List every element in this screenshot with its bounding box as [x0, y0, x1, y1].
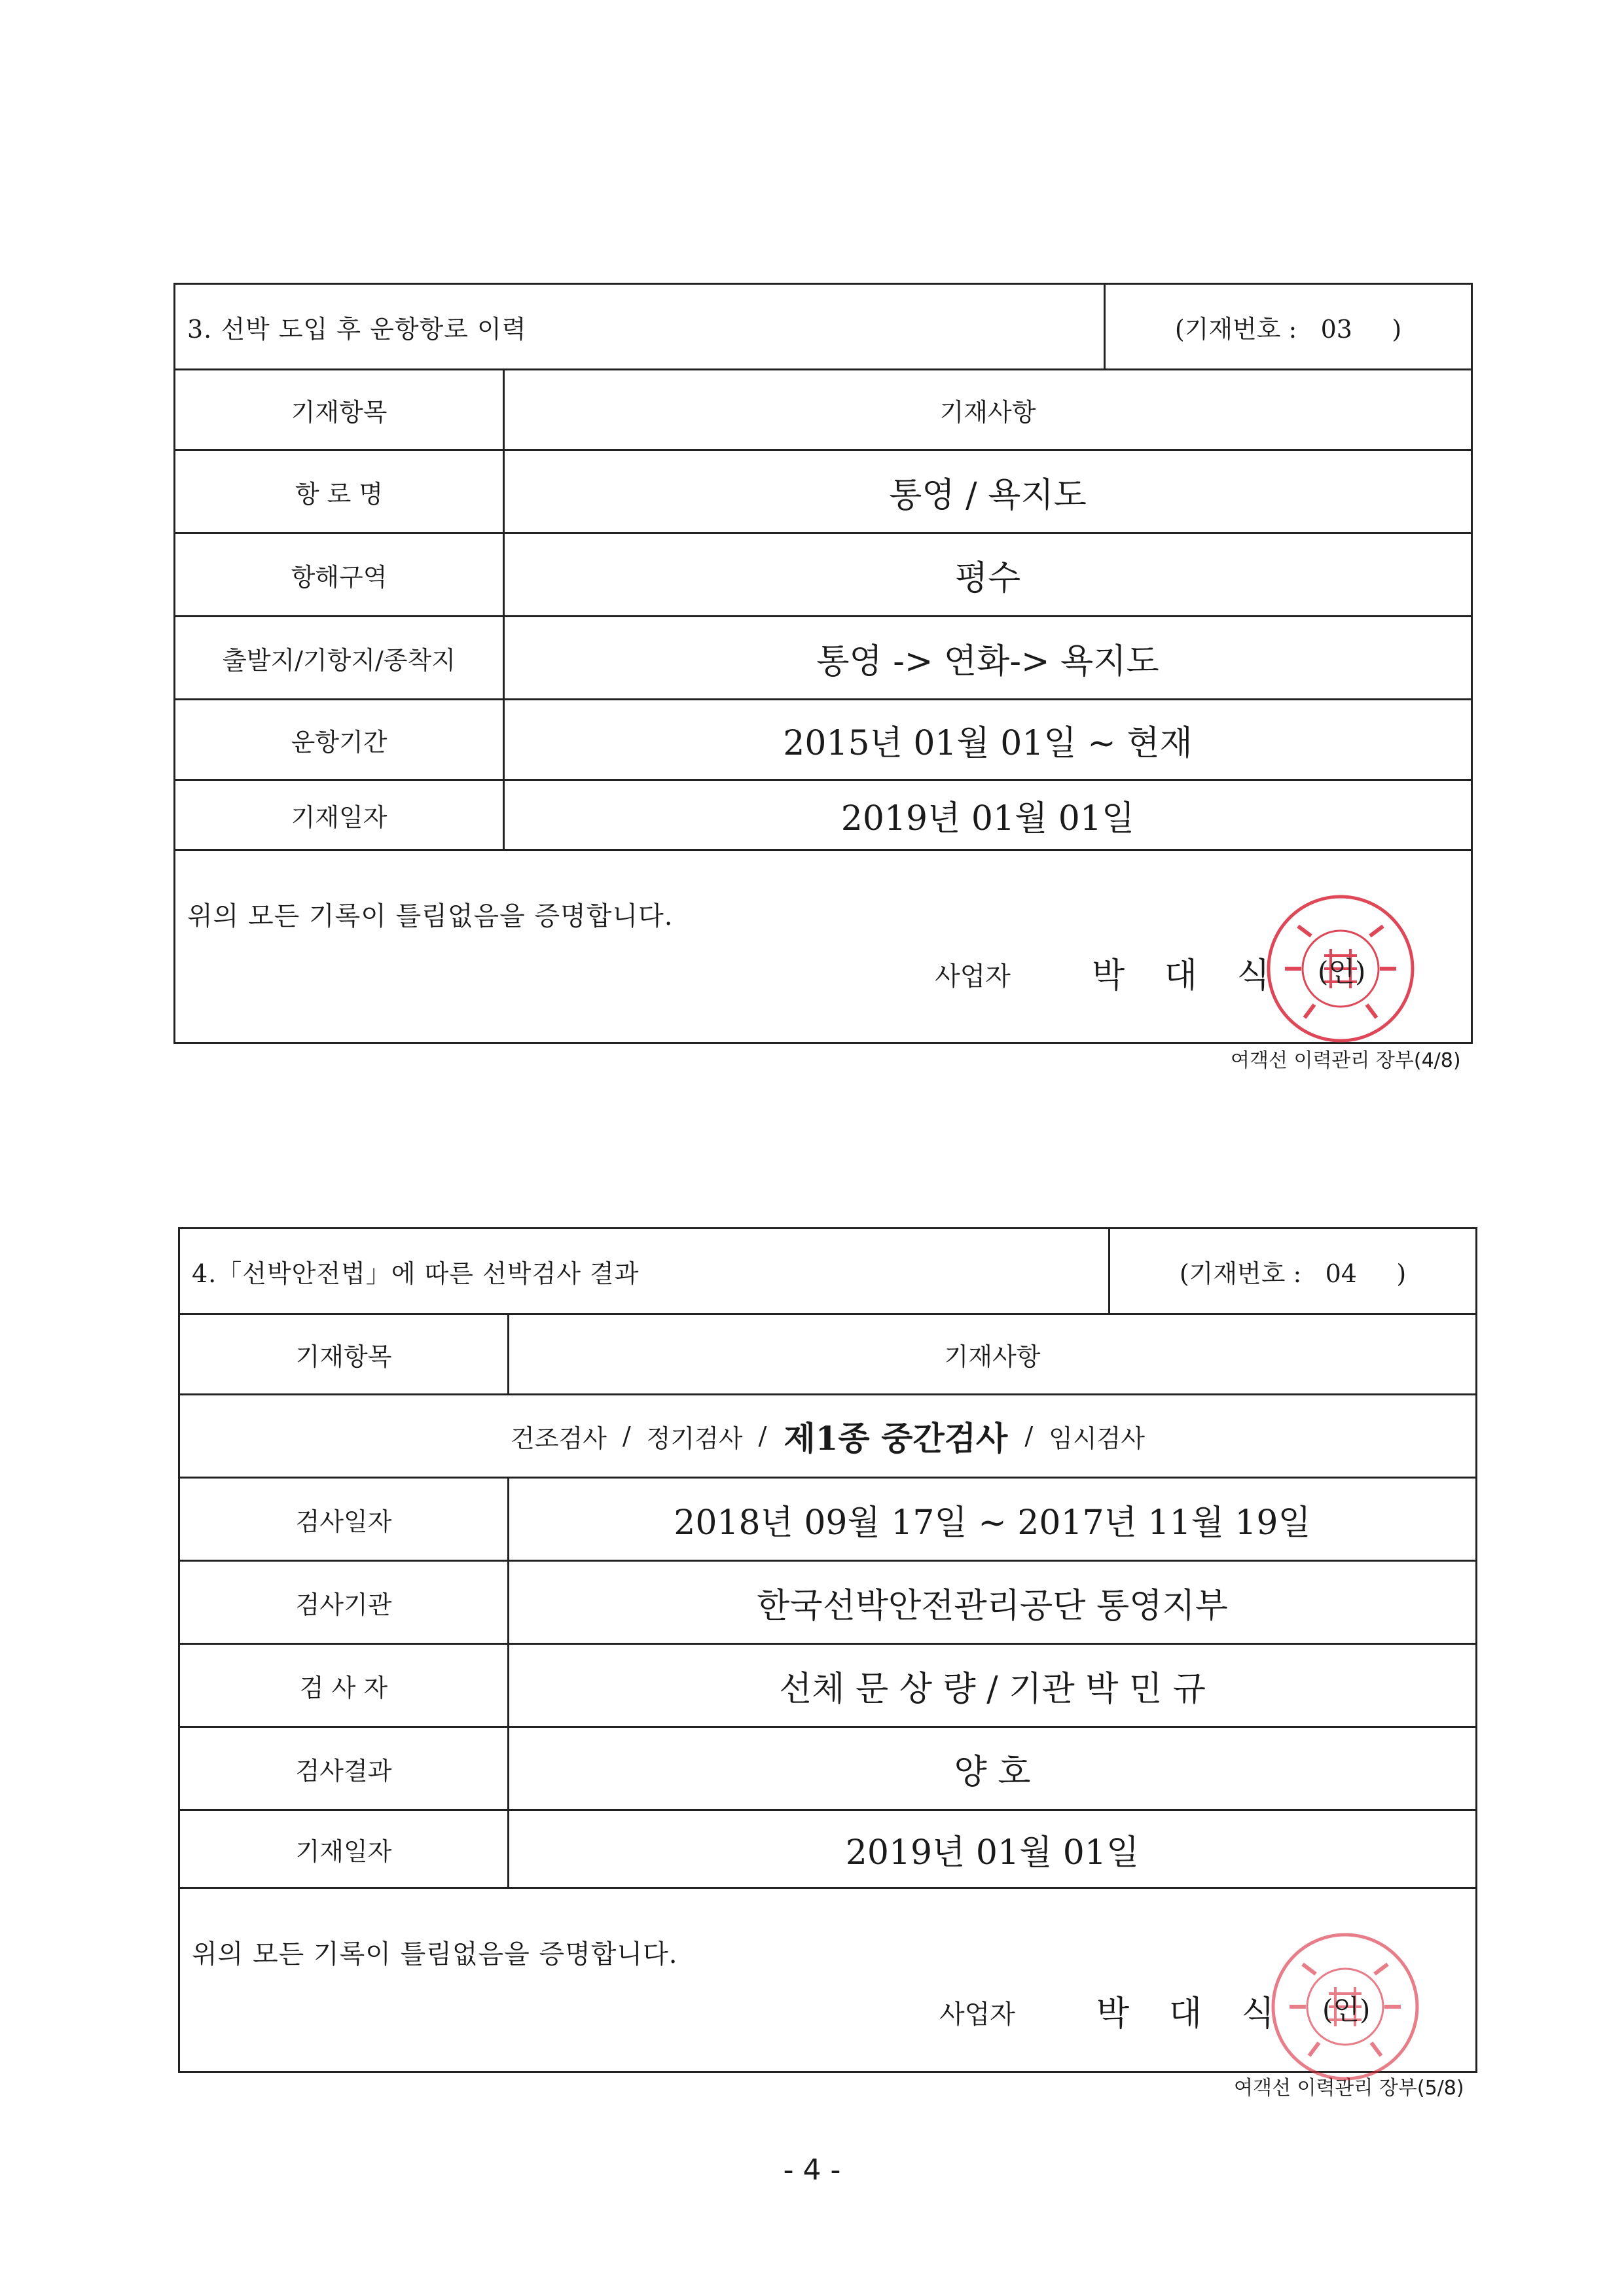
- row-value: 선체 문 상 량 / 기관 박 민 규: [778, 1669, 1206, 1709]
- row-value: 평수: [954, 558, 1021, 598]
- table-row: [180, 1645, 1475, 1728]
- row-value: 통영 -> 연화-> 욕지도: [816, 641, 1159, 681]
- form-header: [180, 1229, 1475, 1315]
- row-label: 검사결과: [180, 1728, 509, 1809]
- inspection-type: 건조검사: [511, 1424, 607, 1453]
- row-label: 검사일자: [180, 1479, 509, 1560]
- record-number: (기재번호 : 03 ): [1174, 314, 1402, 344]
- table-row: [180, 1479, 1475, 1562]
- table-row: [175, 451, 1471, 534]
- row-label: 기재항목: [175, 370, 505, 449]
- row-label: 항 로 명: [175, 451, 505, 532]
- business-name: 박 대 식: [1096, 1994, 1289, 2034]
- seal-mark: (인): [1318, 956, 1366, 988]
- row-label: 검사기관: [180, 1562, 509, 1643]
- business-label: 사업자: [939, 2000, 1015, 2030]
- row-value: 양 호: [954, 1752, 1031, 1792]
- table-row: [175, 700, 1471, 781]
- certification-statement: 위의 모든 기록이 틀림없음을 증명합니다.: [192, 1939, 678, 1969]
- inspection-types: [180, 1395, 1475, 1477]
- row-value: 2019년 01월 01일: [845, 1833, 1140, 1873]
- form-header: [175, 285, 1471, 370]
- row-label: 기재일자: [180, 1811, 509, 1887]
- route-history-form: [173, 283, 1473, 1044]
- table-row: [175, 617, 1471, 700]
- row-label: 항해구역: [175, 534, 505, 615]
- certification-block: [180, 1889, 1475, 2071]
- table-row: [180, 1315, 1475, 1395]
- table-row: [175, 781, 1471, 851]
- separator: /: [622, 1422, 631, 1450]
- row-value: 2015년 01월 01일 ~ 현재: [783, 723, 1193, 763]
- row-value: 2019년 01월 01일: [840, 798, 1135, 838]
- certification-statement: 위의 모든 기록이 틀림없음을 증명합니다.: [187, 901, 674, 931]
- section-title: 4.「선박안전법」에 따른 선박검사 결과: [180, 1229, 1110, 1313]
- table-row: [175, 370, 1471, 451]
- business-label: 사업자: [935, 961, 1011, 992]
- separator: /: [758, 1422, 767, 1450]
- row-label: 검 사 자: [180, 1645, 509, 1726]
- row-value: 기재사항: [939, 397, 1036, 427]
- table-row: [180, 1728, 1475, 1811]
- record-number: (기재번호 : 04 ): [1179, 1259, 1407, 1288]
- row-value: 2018년 09월 17일 ~ 2017년 11월 19일: [674, 1503, 1311, 1543]
- row-label: 기재일자: [175, 781, 505, 849]
- inspection-type-row: [180, 1395, 1475, 1479]
- row-label: 출발지/기항지/종착지: [175, 617, 505, 698]
- inspection-result-form: [178, 1227, 1477, 2073]
- row-value: 통영 / 욕지도: [889, 475, 1087, 515]
- ledger-footer: 여객선 이력관리 장부(4/8): [1231, 1049, 1461, 1072]
- row-value: 한국선박안전관리공단 통영지부: [757, 1586, 1228, 1626]
- separator: /: [1024, 1422, 1034, 1450]
- inspection-type: 정기검사: [646, 1424, 743, 1453]
- seal-mark: (인): [1322, 1994, 1371, 2026]
- table-row: [175, 534, 1471, 617]
- page-number: - 4 -: [783, 2153, 841, 2187]
- row-value: 기재사항: [944, 1342, 1041, 1371]
- table-row: [180, 1562, 1475, 1645]
- section-title: 3. 선박 도입 후 운항항로 이력: [175, 285, 1106, 368]
- row-label: 기재항목: [180, 1315, 509, 1393]
- inspection-type: 임시검사: [1049, 1424, 1145, 1453]
- business-name: 박 대 식: [1092, 956, 1284, 996]
- row-label: 운항기간: [175, 700, 505, 779]
- table-row: [180, 1811, 1475, 1889]
- inspection-type-selected: 제1종 중간검사: [784, 1419, 1008, 1458]
- ledger-footer: 여객선 이력관리 장부(5/8): [1234, 2077, 1464, 2100]
- certification-block: [175, 851, 1471, 1042]
